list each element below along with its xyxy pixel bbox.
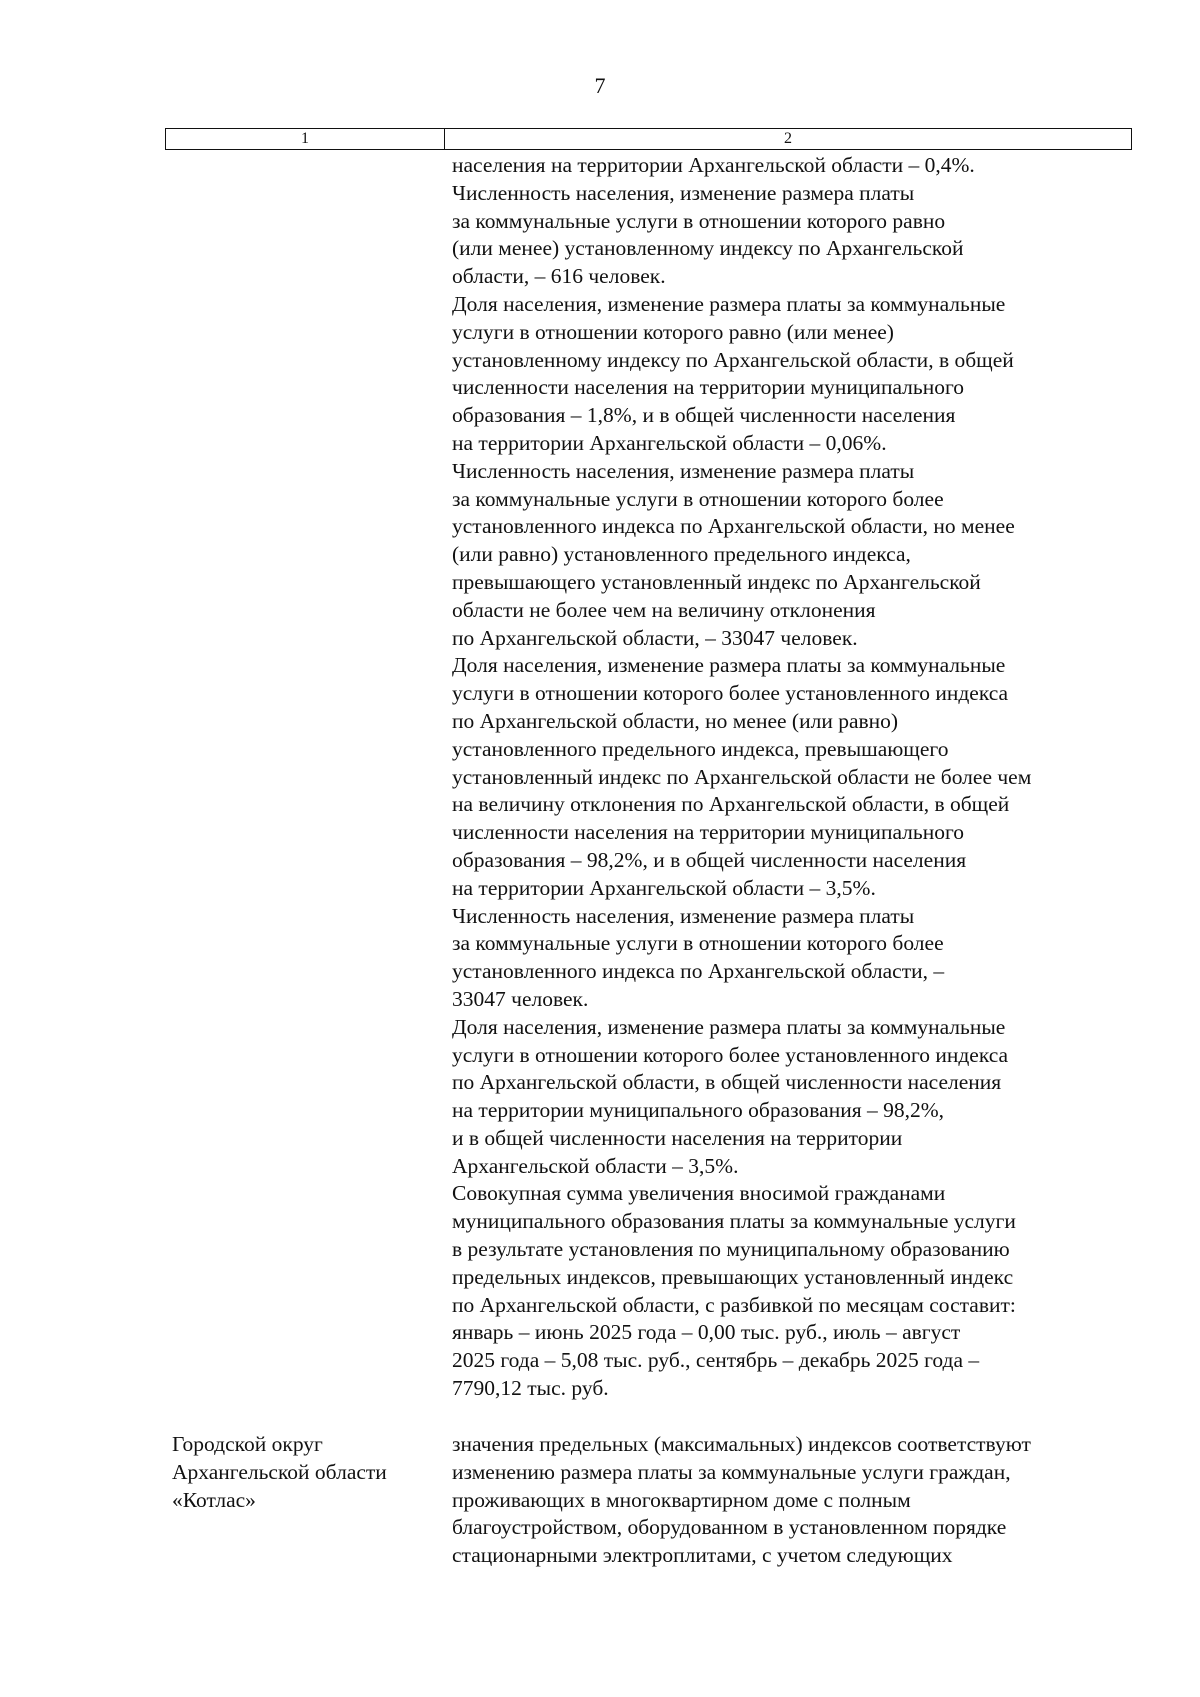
table-header-row	[165, 128, 1132, 150]
row-2-municipality-name: Городской округ Архангельской области «Котлас»	[172, 1432, 387, 1512]
row-1-description: населения на территории Архангельской области – 0,4%. Численность населения, изменение размера платы за коммунальные услуги в отношении которого равно (или менее) установленному индексу по Архангельской области, – 616 человек. Доля населения, изменение размера платы за коммунальные услуги в отношении которого равно (или менее) установленному индексу по Архангельской области, в общей численности населения на территории муниципального образования – 1,8%, и в общей численности населения на территории Архангельской области – 0,06%. Численность населения, изменение размера платы за коммунальные услуги в отношении которого более установленного индекса по Архангельской области, но менее (или равно) установленного предельного индекса, превышающего установленный индекс по Архангельской области не более чем на величину отклонения по Архангельской области, – 33047 человек. Доля населения, изменение размера платы за коммунальные услуги в отношении которого более установленного индекса по Архангельской области, но менее (или равно) установленного предельного индекса, превышающего установленный индекс по Архангельской области не более чем на величину отклонения по Архангельской области, в общей численности населения на территории муниципального образования – 98,2%, и в общей численности населения на территории Архангельской области – 3,5%. Численность населения, изменение размера платы за коммунальные услуги в отношении которого более установленного индекса по Архангельской области, – 33047 человек. Доля населения, изменение размера платы за коммунальные услуги в отношении которого более установленного индекса по Архангельской области, в общей численности населения на территории муниципального образования – 98,2%, и в общей численности населения на территории Архангельской области – 3,5%. Совокупная сумма увеличения вносимой гражданами муниципального образования платы за коммунальные услуги в результате установления по муниципальному образованию предельных индексов, превышающих установленный индекс по Архангельской области, с разбивкой по месяцам составит: январь – июнь 2025 года – 0,00 тыс. руб., июль – август 2025 года – 5,08 тыс. руб., сентябрь – декабрь 2025 года – 7790,12 тыс. руб.	[452, 153, 1032, 1401]
column-header-2: 2	[784, 130, 792, 147]
page-number: 7	[594, 73, 606, 98]
column-header-1: 1	[166, 129, 445, 149]
row-2-description: значения предельных (максимальных) индексов соответствуют изменению размера платы за коммунальные услуги граждан, проживающих в многоквартирном доме с полным благоустройством, оборудованном в установленном порядке стационарными электроплитами, с учетом следующих	[452, 1432, 1031, 1568]
